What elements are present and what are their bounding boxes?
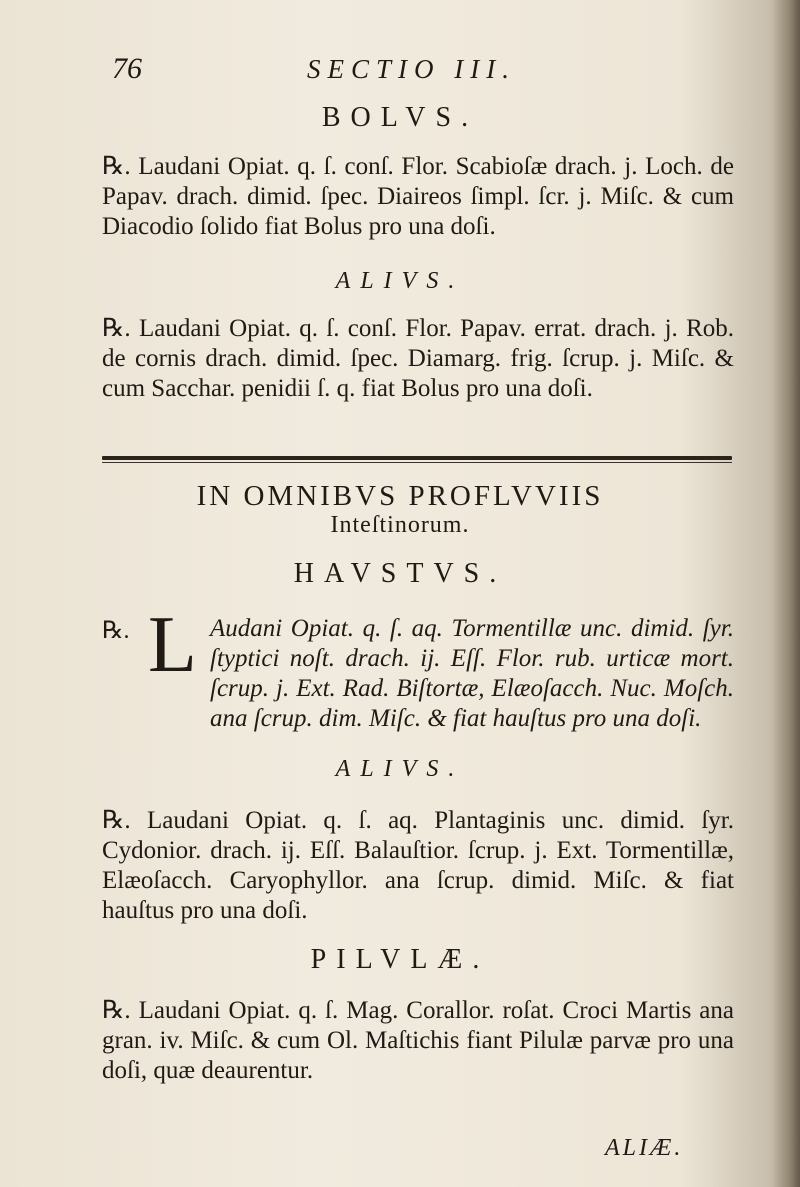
main-subheading: Inteſtinorum. (330, 512, 470, 538)
page-header (112, 52, 732, 92)
main-heading: IN OMNIBVS PROFLVVIIS (196, 480, 604, 512)
catchword: ALIÆ. (605, 1135, 684, 1161)
recipe-symbol: ℞. (102, 618, 130, 644)
alius-recipe-1: ℞. Laudani Opiat. q. ſ. conſ. Flor. Papav. errat. drach. j. Rob. de cornis drach. dimid. ſpec. Diamarg. frig. ſcrup. j. Miſc. & cum Sacchar. penidii ſ. q. fiat Bolus pro una doſi. (102, 315, 734, 402)
pilulae-recipe: ℞. Laudani Opiat. q. ſ. Mag. Corallor. roſat. Croci Martis ana gran. iv. Miſc. & cum Ol. Maſtichis fiant Pilulæ parvæ pro una doſi, quæ deaurentur. (102, 997, 734, 1084)
haustus-recipe (210, 614, 734, 734)
alius-title-1: ALIVS. (335, 268, 465, 294)
haustus-recipe-text: Audani Opiat. q. ſ. aq. Tormentillæ unc. dimid. ſyr. ſtyptici noſt. drach. ij. Eſſ. Flor. rub. urticæ mort. ſcrup. j. Ext. Rad. Biſtortæ, Elæoſacch. Nuc. Moſch. ana ſcrup. dim. Miſc. & fiat hauſtus pro una doſi. (210, 615, 734, 732)
book-spine-shadow (772, 0, 800, 1187)
alius-recipe-2: ℞. Laudani Opiat. q. ſ. aq. Plantaginis unc. dimid. ſyr. Cydonior. drach. ij. Eſſ. Balauſtior. ſcrup. j. Ext. Tormentillæ, Elæoſacch. Caryophyllor. ana ſcrup. dimid. Miſc. & fiat hauſtus pro una doſi. (102, 807, 734, 924)
page-number: 76 (112, 52, 142, 85)
alius-title-2: ALIVS. (335, 756, 465, 782)
section-rule-thin (102, 462, 732, 463)
bolus-recipe: ℞. Laudani Opiat. q. ſ. conſ. Flor. Scabioſæ drach. j. Loch. de Papav. drach. dimid. ſpec. Diaireos ſimpl. ſcr. j. Miſc. & cum Diacodio ſolido fiat Bolus pro una doſi. (102, 153, 734, 240)
pilulae-title: PILVLÆ. (310, 944, 490, 975)
bolus-title: BOLVS. (321, 102, 479, 133)
running-head: SECTIO III. (307, 54, 516, 84)
drop-cap: L (148, 601, 197, 689)
haustus-title: HAVSTVS. (293, 558, 507, 589)
section-rule (102, 456, 732, 460)
